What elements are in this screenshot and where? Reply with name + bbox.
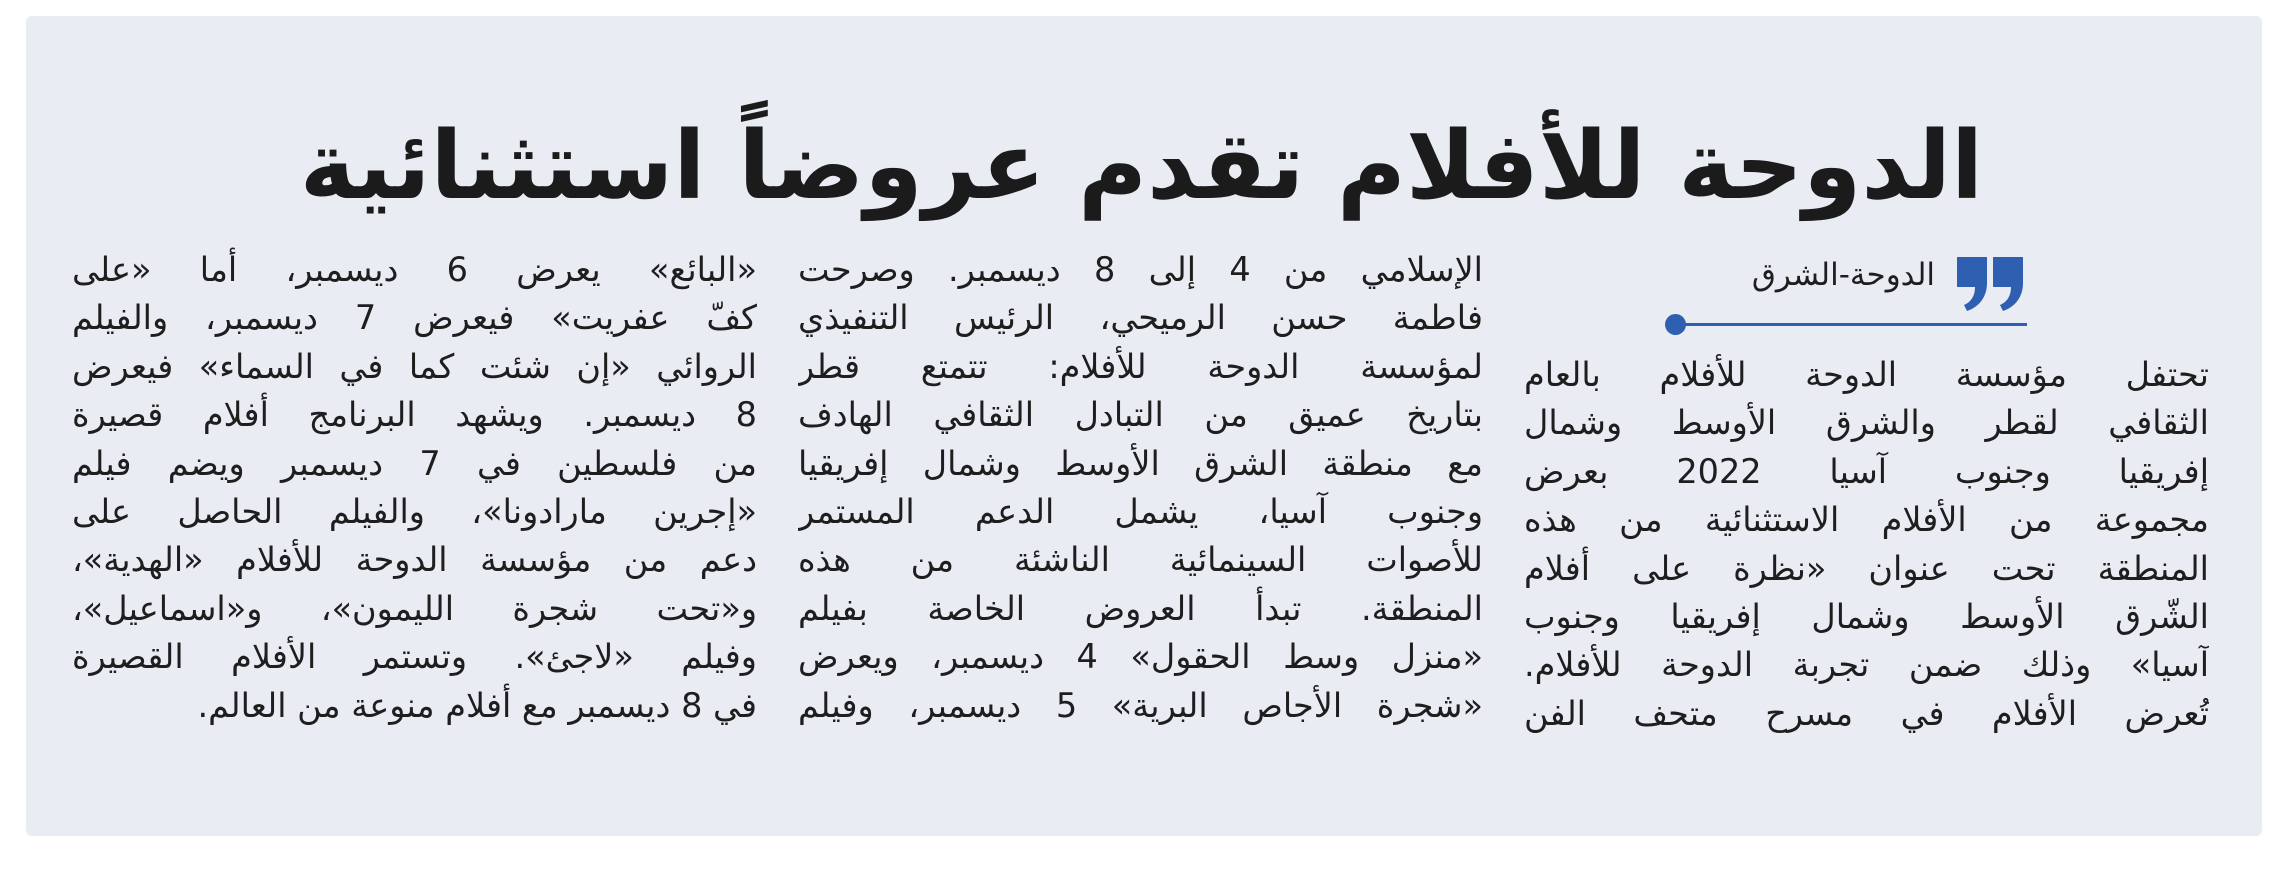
text-line: آسيا» وذلك ضمن تجربة الدوحة للأفلام. xyxy=(1524,645,2209,685)
article-column-middle xyxy=(798,246,1483,730)
text-line: من فلسطين في 7 ديسمبر ويضم فيلم xyxy=(72,443,757,483)
text-line: تُعرض الأفلام في مسرح متحف الفن xyxy=(1524,693,2209,733)
text-line: و«تحت شجرة الليمون»، و«اسماعيل»، xyxy=(72,588,757,628)
byline xyxy=(1665,253,2035,343)
text-line: المنطقة. تبدأ العروض الخاصة بفيلم xyxy=(798,588,1483,628)
text-line: «إجرين مارادونا»، والفيلم الحاصل على xyxy=(72,491,757,531)
text-line: الثقافي لقطر والشرق الأوسط وشمال xyxy=(1524,403,2209,443)
byline-text: الدوحة-الشرق xyxy=(1751,257,1935,293)
byline-dot xyxy=(1665,314,1686,335)
text-line: مع منطقة الشرق الأوسط وشمال إفريقيا xyxy=(798,443,1483,483)
article-headline: الدوحة للأفلام تقدم عروضاً استثنائية xyxy=(299,111,1984,221)
text-line: إفريقيا وجنوب آسيا 2022 بعرض xyxy=(1524,451,2209,491)
byline-rule xyxy=(1677,323,2027,326)
text-line: كفّ عفريت» فيعرض 7 ديسمبر، والفيلم xyxy=(72,298,757,338)
article-column-right xyxy=(1524,351,2209,738)
text-line: «منزل وسط الحقول» 4 ديسمبر، ويعرض xyxy=(798,637,1483,677)
text-line: للأصوات السينمائية الناشئة من هذه xyxy=(798,540,1483,580)
text-line: الروائي «إن شئت كما في السماء» فيعرض xyxy=(72,346,757,386)
text-line: المنطقة تحت عنوان «نظرة على أفلام xyxy=(1524,548,2209,588)
text-line: وفيلم «لاجئ». وتستمر الأفلام القصيرة xyxy=(72,637,757,677)
text-line: مجموعة من الأفلام الاستثنائية من هذه xyxy=(1524,500,2209,540)
text-line: تحتفل مؤسسة الدوحة للأفلام بالعام xyxy=(1524,355,2209,394)
quote-icon xyxy=(1953,253,2027,313)
text-line: 8 ديسمبر. ويشهد البرنامج أفلام قصيرة xyxy=(72,395,757,435)
text-line: «البائع» يعرض 6 ديسمبر، أما «على xyxy=(72,250,757,289)
text-line: الإسلامي من 4 إلى 8 ديسمبر. وصرحت xyxy=(798,250,1483,289)
text-line: الشّرق الأوسط وشمال إفريقيا وجنوب xyxy=(1524,596,2209,636)
text-line: بتاريخ عميق من التبادل الثقافي الهادف xyxy=(798,395,1483,435)
text-line: وجنوب آسيا، يشمل الدعم المستمر xyxy=(798,491,1483,531)
text-line: لمؤسسة الدوحة للأفلام: تتمتع قطر xyxy=(798,346,1483,386)
text-line: دعم من مؤسسة الدوحة للأفلام «الهدية»، xyxy=(72,540,757,580)
text-line: «شجرة الأجاص البرية» 5 ديسمبر، وفيلم xyxy=(798,685,1483,725)
article-column-left xyxy=(72,246,757,730)
text-line: في 8 ديسمبر مع أفلام منوعة من العالم. xyxy=(197,685,757,725)
text-line: فاطمة حسن الرميحي، الرئيس التنفيذي xyxy=(798,298,1483,338)
